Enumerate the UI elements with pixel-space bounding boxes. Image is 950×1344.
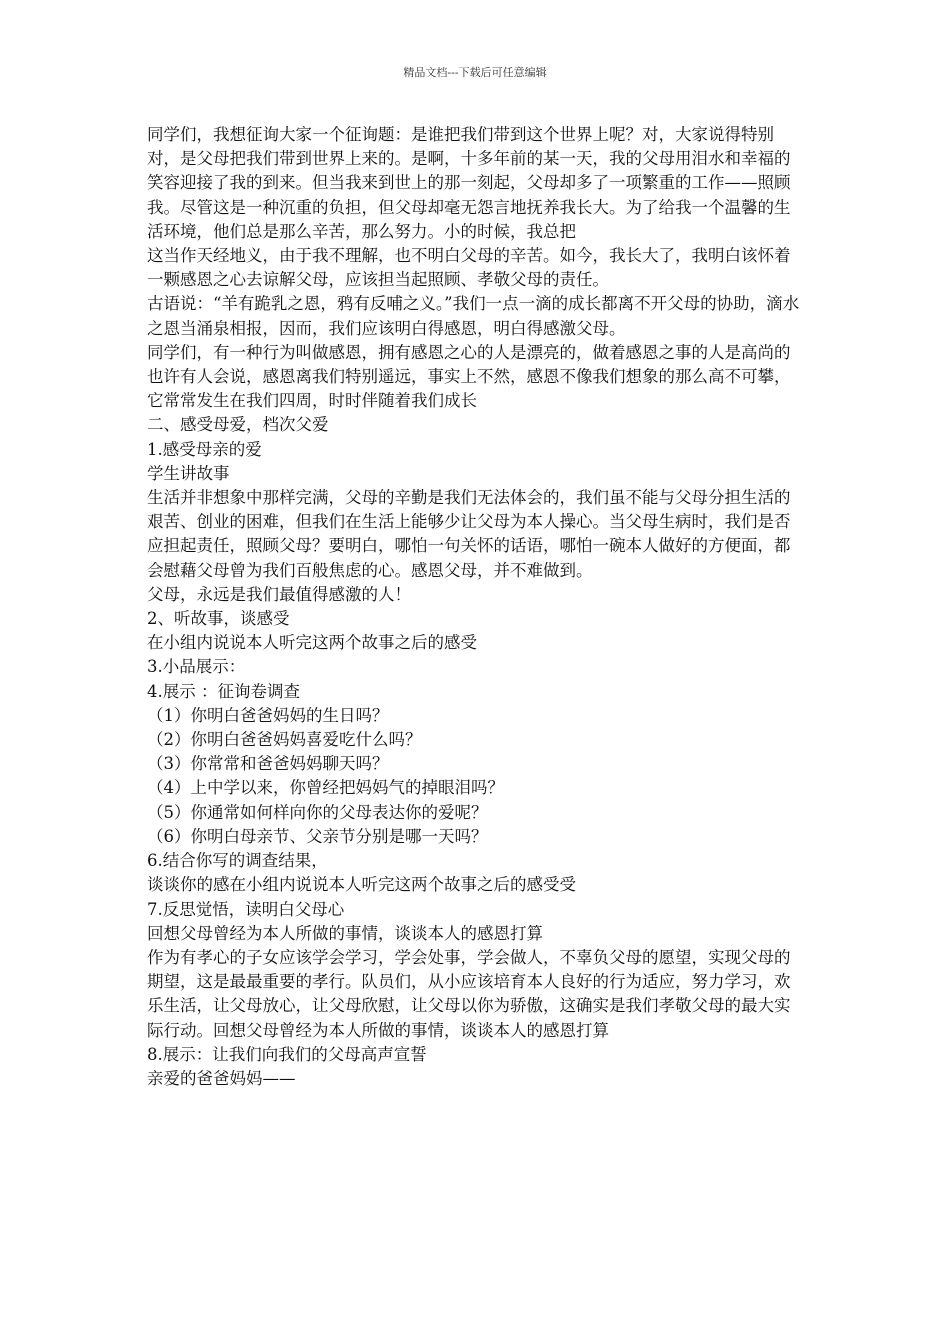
subsection-heading: 6.结合你写的调查结果，	[147, 851, 328, 871]
document-body	[147, 123, 802, 1091]
paragraph: 这当作天经地义，由于我不理解，也不明白父母的辛苦。如今，我长大了，我明白该怀着一颗感恩之心去谅解父母，应该担当起照顾、孝敬父母的责任。	[147, 246, 791, 290]
subsection-heading: 2、听故事，谈感受	[147, 609, 290, 629]
paragraph: 亲爱的爸爸妈妈——	[147, 1068, 296, 1088]
section-heading: 二、感受母爱，档次父爱	[147, 415, 329, 435]
paragraph: 回想父母曾经为本人所做的事情，谈谈本人的感恩打算	[147, 923, 543, 943]
survey-question: （2）你明白爸爸妈妈喜爱吃什么吗？	[147, 730, 422, 750]
paragraph: 同学们，有一种行为叫做感恩，拥有感恩之心的人是漂亮的，做着感恩之事的人是高尚的也许有人会说，感恩离我们特别遥远，事实上不然，感恩不像我们想象的那么高不可攀，它常常发生在我们四周，时时伴随着我们成长	[147, 342, 791, 411]
paragraph: 在小组内说说本人听完这两个故事之后的感受	[147, 633, 477, 653]
paragraph: 父母，永远是我们最值得感激的人！	[147, 584, 411, 604]
subsection-heading: 8.展示：让我们向我们的父母高声宣誓	[147, 1044, 427, 1064]
survey-question: （3）你常常和爸爸妈妈聊天吗？	[147, 754, 389, 774]
survey-question: （1）你明白爸爸妈妈的生日吗？	[147, 705, 389, 725]
page-header: 精品文档---下载后可任意编辑	[403, 66, 547, 79]
survey-question: （4）上中学以来，你曾经把妈妈气的掉眼泪吗？	[147, 778, 504, 798]
paragraph: 同学们，我想征询大家一个征询题：是谁把我们带到这个世界上呢？对，大家说得特别对，是父母把我们带到世界上来的。是啊，十多年前的某一天，我的父母用泪水和幸福的笑容迎接了我的到来。但当我来到世上的那一刻起，父母却多了一项繁重的工作——照顾我。尽管这是一种沉重的负担，但父母却毫无怨言地抚养我长大。为了给我一个温馨的生活环境，他们总是那么辛苦，那么努力。小的时候，我总把	[147, 125, 791, 241]
paragraph: 学生讲故事	[147, 463, 230, 483]
subsection-heading: 7.反思觉悟，读明白父母心	[147, 899, 345, 919]
paragraph: 古语说：“羊有跪乳之恩，鸦有反哺之义。”我们一点一滴的成长都离不开父母的协助，滴水之恩当涌泉相报，因而，我们应该明白得感恩，明白得感激父母。	[147, 294, 800, 338]
paragraph: 谈谈你的感在小组内说说本人听完这两个故事之后的感受受	[147, 875, 576, 895]
subsection-heading: 1.感受母亲的爱	[147, 439, 262, 459]
subsection-heading: 4.展示 ：征询卷调查	[147, 681, 300, 701]
subsection-heading: 3.小品展示：	[147, 657, 246, 677]
paragraph: 生活并非想象中那样完满，父母的辛勤是我们无法体会的，我们虽不能与父母分担生活的艰苦、创业的困难，但我们在生活上能够少让父母为本人操心。当父母生病时，我们是否应担起责任，照顾父母？要明白，哪怕一句关怀的话语，哪怕一碗本人做好的方便面，都会慰藉父母曾为我们百般焦虑的心。感恩父母，并不难做到。	[147, 488, 791, 580]
survey-question: （6）你明白母亲节、父亲节分别是哪一天吗？	[147, 826, 488, 846]
survey-question: （5）你通常如何样向你的父母表达你的爱呢？	[147, 802, 488, 822]
paragraph: 作为有孝心的子女应该学会学习，学会处事，学会做人，不辜负父母的愿望，实现父母的期望，这是最最重要的孝行。队员们，从小应该培育本人良好的行为适应，努力学习，欢乐生活，让父母放心，让父母欣慰，让父母以你为骄傲，这确实是我们孝敬父母的最大实际行动。回想父母曾经为本人所做的事情，谈谈本人的感恩打算	[147, 947, 791, 1040]
